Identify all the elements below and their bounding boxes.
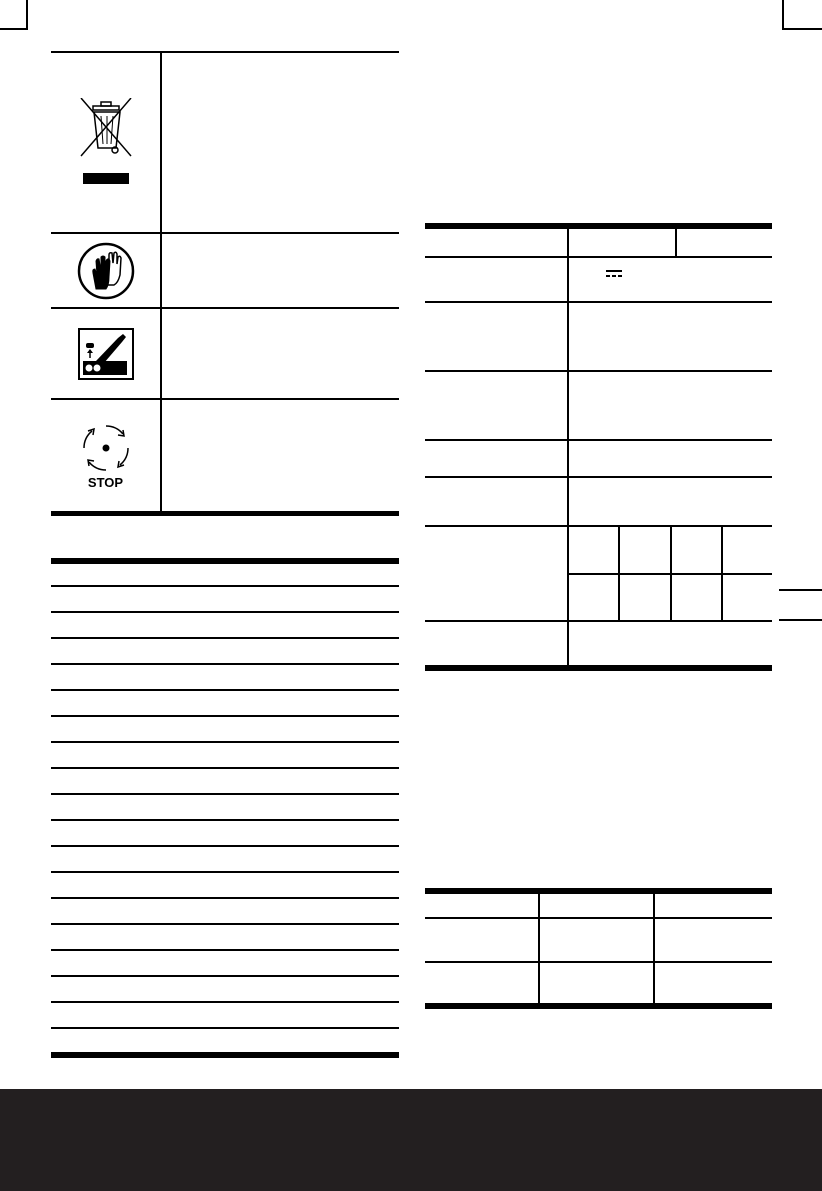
- table-divider: [160, 51, 162, 513]
- list-item: [51, 717, 399, 743]
- crop-mark: [782, 0, 784, 30]
- header-cell: [655, 894, 772, 917]
- symbol-description: [163, 53, 399, 232]
- symbol-description: [163, 234, 399, 307]
- list-item: [51, 691, 399, 717]
- section-tab-rule: [779, 589, 822, 591]
- blade-guard-position-icon: [78, 328, 134, 380]
- crossed-out-wheelie-bin-icon: [75, 98, 137, 188]
- list-item: [51, 925, 399, 951]
- list-item: [51, 847, 399, 873]
- header-cell: [425, 229, 567, 256]
- spec-subcell: [672, 527, 721, 573]
- spec-value: [569, 303, 772, 370]
- header-cell: [540, 894, 653, 917]
- list-item: [51, 951, 399, 977]
- spec-subcell: [723, 527, 772, 573]
- spec-label: [425, 258, 567, 301]
- symbol-description: [163, 309, 399, 398]
- spec-label: [425, 478, 567, 525]
- symbol-row: [51, 400, 160, 511]
- list-item: [51, 587, 399, 613]
- spec-subcell: [723, 575, 772, 620]
- table-rule: [51, 1052, 399, 1058]
- spec-value: [569, 258, 772, 301]
- header-cell: [425, 894, 538, 917]
- table-cell: [540, 963, 653, 1003]
- list-item: [51, 873, 399, 899]
- symbol-row: [51, 309, 160, 398]
- component-list-table: [51, 558, 399, 1059]
- table-cell: [655, 919, 772, 961]
- dc-current-icon: [606, 270, 622, 278]
- list-item: [51, 769, 399, 795]
- symbol-table: [51, 51, 399, 516]
- symbol-row: [51, 53, 160, 232]
- header-cell: [569, 229, 675, 256]
- list-item: [51, 977, 399, 1003]
- table-rule: [425, 1003, 772, 1009]
- list-item: [51, 743, 399, 769]
- spec-subcell: [620, 527, 670, 573]
- spec-value: [569, 478, 772, 525]
- section-tab-rule: [779, 619, 822, 621]
- table-rule: [51, 511, 399, 516]
- list-item: [51, 821, 399, 847]
- rotating-blade-stop-icon: [79, 421, 133, 475]
- spec-subcell: [569, 575, 618, 620]
- spec-value: [569, 622, 772, 665]
- technical-data-table: [425, 223, 772, 673]
- spec-subcell: [569, 527, 618, 573]
- spec-label: [425, 441, 567, 476]
- list-item: [51, 1003, 399, 1029]
- spec-label: [425, 372, 567, 439]
- table-divider: [675, 229, 677, 256]
- stop-label: STOP: [87, 475, 124, 490]
- spec-label: [425, 303, 567, 370]
- symbol-row: [51, 234, 160, 307]
- spec-label: [425, 622, 567, 665]
- header-cell: [677, 229, 772, 256]
- list-title: [51, 530, 399, 556]
- table-cell: [425, 919, 538, 961]
- spec-value: [569, 372, 772, 439]
- table-rule: [425, 665, 772, 671]
- spec-subcell: [672, 575, 721, 620]
- footer-band: [0, 1089, 822, 1191]
- wear-gloves-icon: [76, 241, 136, 301]
- spec-subcell: [620, 575, 670, 620]
- crop-mark: [26, 0, 28, 30]
- table-cell: [540, 919, 653, 961]
- spec-label: [425, 527, 567, 620]
- list-item: [51, 899, 399, 925]
- crop-mark: [0, 28, 28, 30]
- list-item: [51, 665, 399, 691]
- symbol-description: [163, 400, 399, 511]
- spec-value: [569, 441, 772, 476]
- list-item: [51, 613, 399, 639]
- list-item: [51, 795, 399, 821]
- table-title: [425, 864, 772, 872]
- noise-data-table: [425, 888, 772, 1011]
- list-item: [51, 639, 399, 665]
- table-title: [425, 199, 772, 207]
- crop-mark: [782, 28, 822, 30]
- table-cell: [655, 963, 772, 1003]
- table-cell: [425, 963, 538, 1003]
